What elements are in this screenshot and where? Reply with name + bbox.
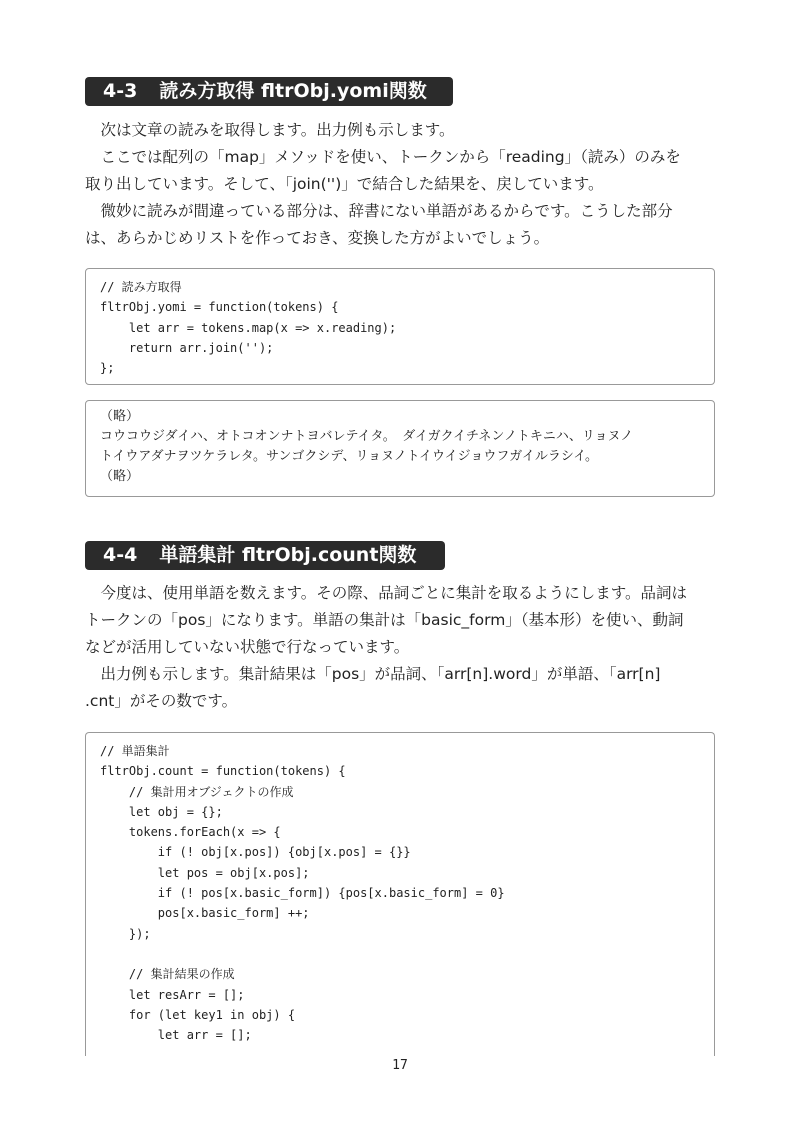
section1-body bbox=[85, 117, 717, 252]
code-line: let pos = obj[x.pos]; bbox=[100, 865, 310, 880]
paragraph-line: 取り出しています。そして、「join('')」で結合した結果を、戻しています。 bbox=[85, 175, 604, 193]
section-number: 4-4 bbox=[103, 544, 138, 566]
code-line: fltrObj.yomi = function(tokens) { bbox=[100, 300, 339, 315]
code-block-count bbox=[85, 732, 715, 1056]
code-line: return arr.join(''); bbox=[100, 340, 274, 355]
output-line: （略） bbox=[100, 469, 140, 484]
section-title: 読み方取得 fltrObj.yomi関数 bbox=[159, 80, 427, 102]
paragraph-line: 次は文章の読みを取得します。出力例も示します。 bbox=[85, 121, 455, 139]
paragraph-line: ここでは配列の「map」メソッドを使い、トークンから「reading」（読み）のみを bbox=[85, 148, 681, 166]
code-block-yomi bbox=[85, 268, 715, 385]
section-heading-4-3 bbox=[85, 77, 453, 106]
paragraph-line: .cnt」がその数です。 bbox=[85, 692, 238, 710]
code-line: // 読み方取得 bbox=[100, 280, 182, 294]
code-line: for (let key1 in obj) { bbox=[100, 1007, 296, 1022]
output-block-yomi bbox=[85, 400, 715, 497]
code-line: }; bbox=[100, 361, 115, 376]
section-title: 単語集計 fltrObj.count関数 bbox=[159, 544, 417, 566]
code-line: pos[x.basic_form] ++; bbox=[100, 906, 310, 921]
section-number: 4-3 bbox=[103, 80, 138, 102]
code-line: let resArr = []; bbox=[100, 987, 245, 1002]
paragraph-line: 今度は、使用単語を数えます。その際、品詞ごとに集計を取るようにします。品詞は bbox=[85, 584, 688, 602]
output-line: コウコウジダイハ、オトコオンナトヨバレテイタ。 ダイガクイチネンノトキニハ、リョヌノ bbox=[100, 429, 634, 444]
code-line: if (! obj[x.pos]) {obj[x.pos] = {}} bbox=[100, 845, 411, 860]
section2-body bbox=[85, 580, 717, 715]
code-line: let arr = tokens.map(x => x.reading); bbox=[100, 320, 397, 335]
code-line bbox=[100, 944, 700, 964]
paragraph-line: などが活用していない状態で行なっています。 bbox=[85, 638, 410, 656]
paragraph-line: トークンの「pos」になります。単語の集計は「basic_form」（基本形）を使い、動詞 bbox=[85, 611, 684, 629]
paragraph-line: 微妙に読みが間違っている部分は、辞書にない単語があるからです。こうした部分 bbox=[85, 202, 673, 220]
output-line: トイウアダナヲツケラレタ。サンゴクシデ、リョヌノトイウイジョウフガイルラシイ。 bbox=[100, 449, 599, 464]
paragraph-line: は、あらかじめリストを作っておき、変換した方がよいでしょう。 bbox=[85, 229, 550, 247]
code-line: let arr = []; bbox=[100, 1028, 252, 1043]
code-line: if (! pos[x.basic_form]) {pos[x.basic_form] = 0} bbox=[100, 886, 505, 901]
code-line: let obj = {}; bbox=[100, 804, 223, 819]
section-heading-4-4 bbox=[85, 541, 445, 570]
page-number: 17 bbox=[392, 1058, 408, 1073]
code-line: }); bbox=[100, 926, 151, 941]
output-line: （略） bbox=[100, 409, 140, 424]
code-line: fltrObj.count = function(tokens) { bbox=[100, 764, 346, 779]
code-line: // 集計用オブジェクトの作成 bbox=[100, 784, 294, 799]
code-line: tokens.forEach(x => { bbox=[100, 825, 281, 840]
code-line: // 単語集計 bbox=[100, 744, 170, 758]
paragraph-line: 出力例も示します。集計結果は「pos」が品詞、「arr[n].word」が単語、「arr[n] bbox=[85, 665, 661, 683]
code-line: // 集計結果の作成 bbox=[100, 967, 235, 982]
